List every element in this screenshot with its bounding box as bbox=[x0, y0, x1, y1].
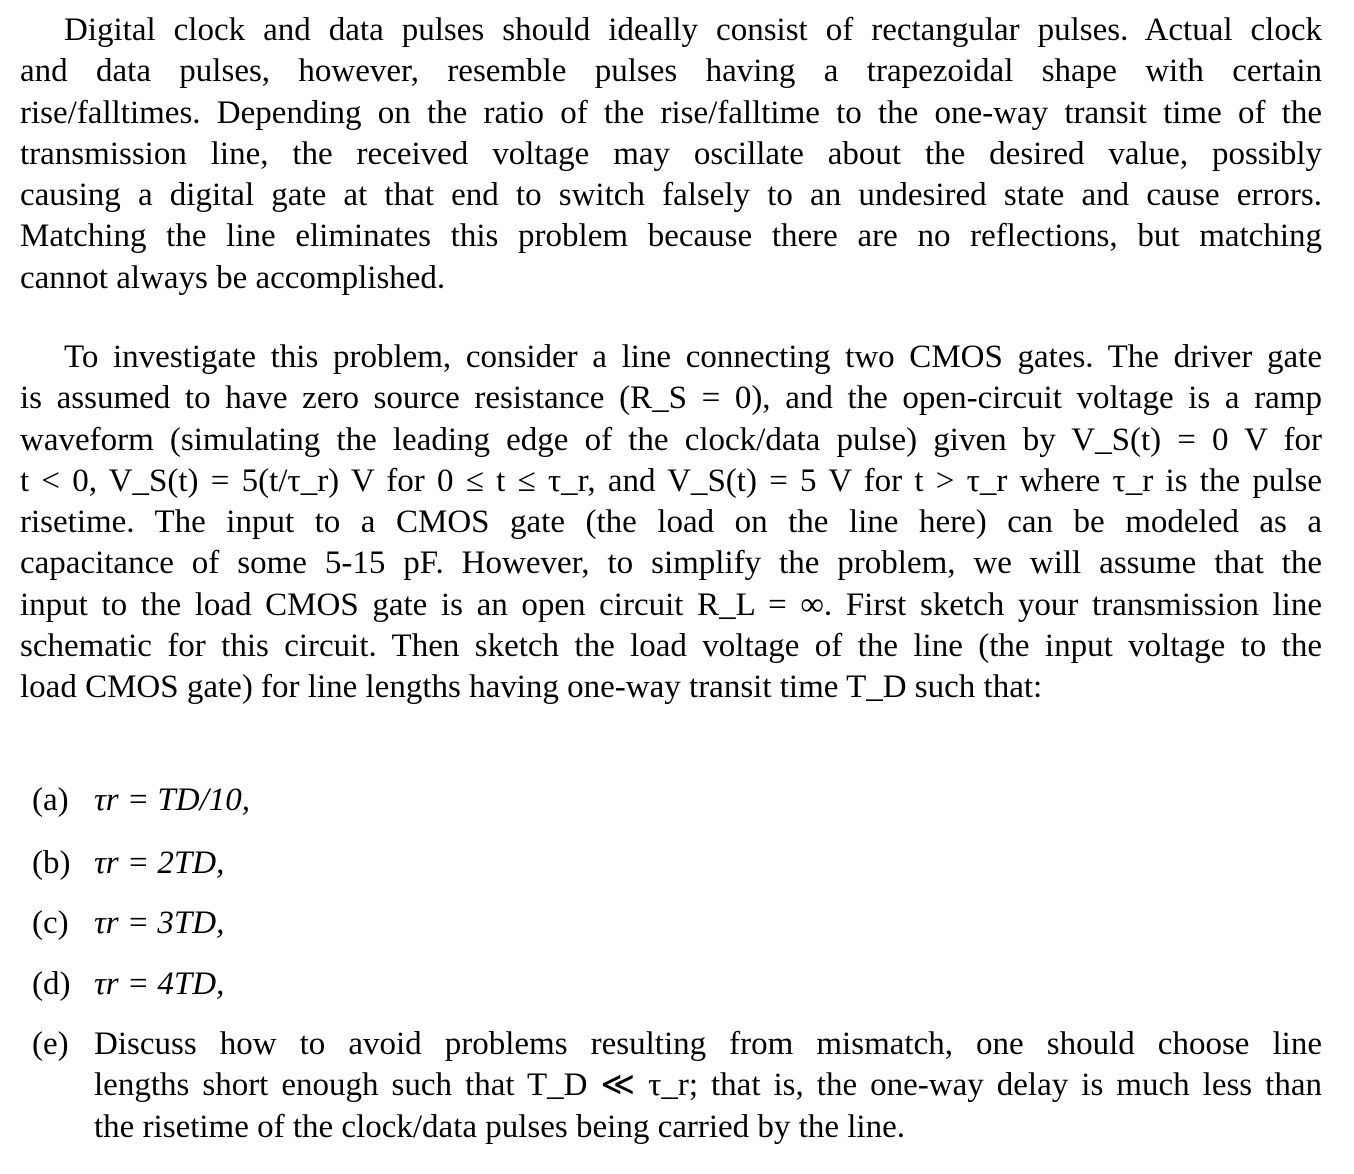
text-line: and data pulses, however, resemble pulses having a trapezoidal shape with certain bbox=[20, 53, 1322, 90]
text-line: waveform (simulating the leading edge of the clock/data pulse) given by V_S(t) = 0 V for bbox=[20, 421, 1322, 458]
text-line: transmission line, the received voltage may oscillate about the desired value, possibly bbox=[20, 135, 1322, 172]
item-c bbox=[32, 903, 224, 944]
item-label: (e) bbox=[32, 1026, 69, 1062]
item-label: (b) bbox=[32, 845, 71, 881]
text-line: t < 0, V_S(t) = 5(t/τ_r) V for 0 ≤ t ≤ τ_r, and V_S(t) = 5 V for t > τ_r where τ_r is the pulse bbox=[20, 462, 1322, 499]
text-line: Digital clock and data pulses should ideally consist of rectangular pulses. Actual clock bbox=[64, 12, 1322, 48]
item-a bbox=[32, 780, 250, 821]
text-line: cannot always be accomplished. bbox=[20, 259, 446, 296]
paragraph-2 bbox=[20, 337, 1322, 709]
item-e-line-1 bbox=[32, 1024, 1322, 1065]
text-line: Matching the line eliminates this problem because there are no reflections, but matching bbox=[20, 218, 1322, 255]
item-d bbox=[32, 964, 224, 1005]
text-line: causing a digital gate at that end to switch falsely to an undesired state and cause errors. bbox=[20, 177, 1322, 214]
item-e bbox=[32, 1024, 1322, 1148]
text-line: capacitance of some 5-15 pF. However, to simplify the problem, we will assume that the bbox=[20, 545, 1322, 582]
paragraph-1 bbox=[20, 10, 1322, 299]
text-line: To investigate this problem, consider a line connecting two CMOS gates. The driver gate bbox=[64, 339, 1322, 375]
text-line: the risetime of the clock/data pulses being carried by the line. bbox=[94, 1108, 905, 1145]
item-expression: τr = 3TD, bbox=[94, 905, 225, 941]
text-line: rise/falltimes. Depending on the ratio of the rise/falltime to the one-way transit time of the bbox=[20, 94, 1322, 131]
text-line: lengths short enough such that T_D ≪ τ_r; that is, the one-way delay is much less than bbox=[94, 1067, 1322, 1104]
item-b bbox=[32, 843, 224, 884]
item-label: (c) bbox=[32, 905, 69, 941]
text-line: schematic for this circuit. Then sketch the load voltage of the line (the input voltage to the bbox=[20, 628, 1322, 665]
item-expression: τr = 2TD, bbox=[94, 845, 225, 881]
text-line: Discuss how to avoid problems resulting from mismatch, one should choose line bbox=[94, 1026, 1322, 1062]
text-line: input to the load CMOS gate is an open circuit R_L = ∞. First sketch your transmission line bbox=[20, 586, 1322, 623]
text-line: is assumed to have zero source resistance (R_S = 0), and the open-circuit voltage is a ramp bbox=[20, 380, 1322, 417]
item-expression: τr = TD/10, bbox=[94, 782, 251, 818]
item-label: (a) bbox=[32, 782, 69, 818]
item-label: (d) bbox=[32, 966, 71, 1002]
text-line: risetime. The input to a CMOS gate (the load on the line here) can be modeled as a bbox=[20, 504, 1322, 541]
item-expression: τr = 4TD, bbox=[94, 966, 225, 1002]
text-line: load CMOS gate) for line lengths having one-way transit time T_D such that: bbox=[20, 669, 1043, 706]
